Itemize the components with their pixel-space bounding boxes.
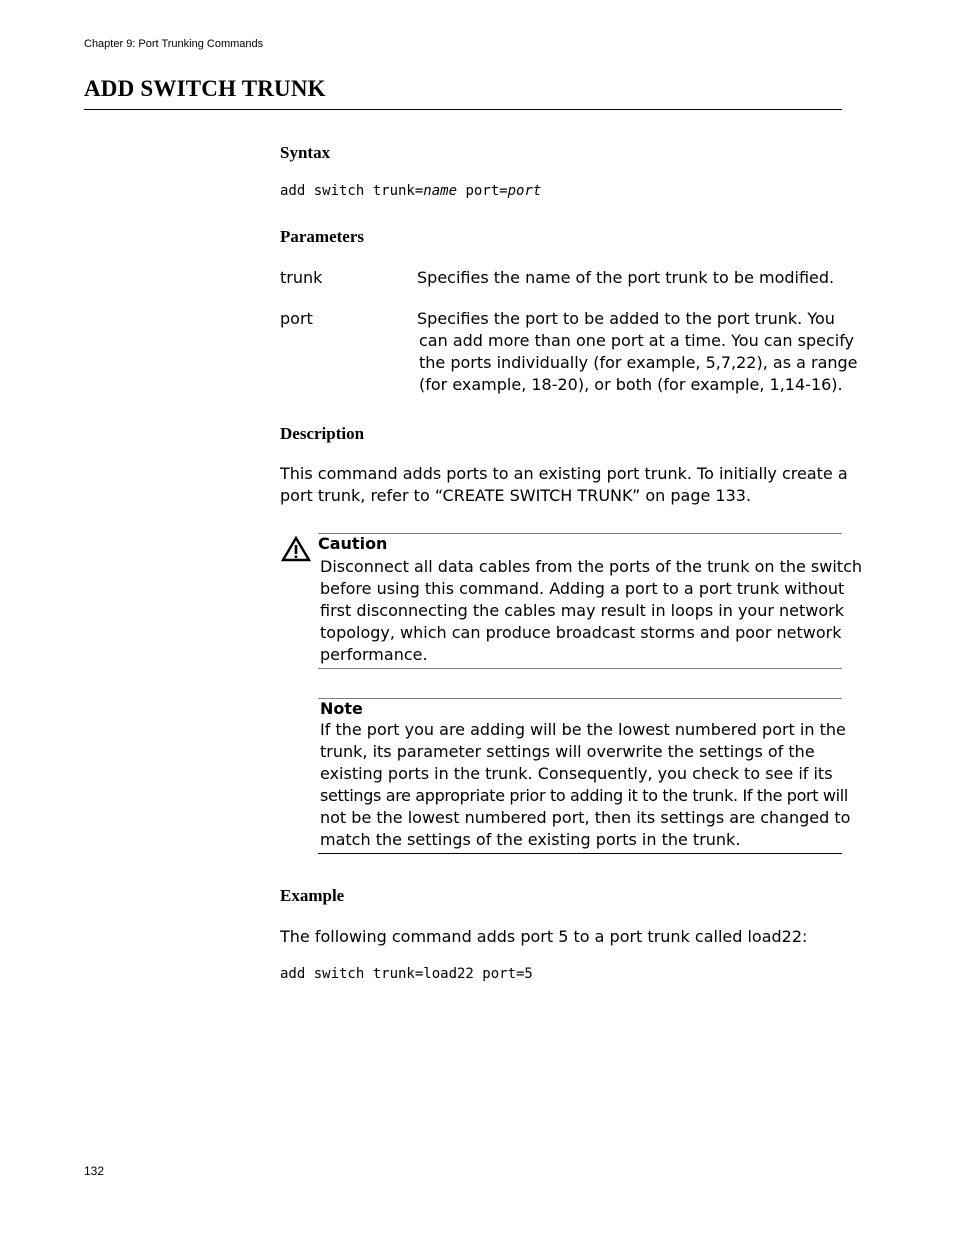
description-text: This command adds ports to an existing port trunk. To initially create a port trunk, refer to “CREATE SWITCH TRUNK” on page 133. — [280, 464, 848, 505]
description-heading: Description — [280, 424, 365, 443]
note-top-rule — [318, 698, 842, 699]
syntax-command: add switch trunk=name port=port — [280, 183, 542, 199]
caution-title: Caution — [318, 534, 388, 553]
page-title: ADD SWITCH TRUNK — [84, 76, 326, 101]
syntax-heading: Syntax — [280, 143, 331, 162]
syntax-name-param: name — [423, 183, 458, 199]
example-command: add switch trunk=load22 port=5 — [280, 966, 533, 982]
note-bottom-rule — [318, 853, 842, 854]
parameters-heading: Parameters — [280, 227, 365, 246]
example-text: The following command adds port 5 to a port trunk called load22: — [280, 927, 808, 946]
page-number: 132 — [84, 1164, 105, 1178]
example-heading: Example — [280, 886, 345, 905]
caution-text: Disconnect all data cables from the ports of the trunk on the switch before using this command. Adding a port to a port trunk without first disconnecting the cables may result in loops in your network topology, which can produce broadcast storms and poor network performance. — [320, 557, 862, 664]
param-name-port: port — [280, 309, 313, 328]
caution-top-rule — [318, 533, 842, 534]
title-divider — [84, 109, 842, 110]
param-name-trunk: trunk — [280, 268, 323, 287]
warning-triangle-icon — [281, 536, 311, 562]
note-text: If the port you are adding will be the lowest numbered port in the trunk, its parameter settings will overwrite the settings of the existing ports in the trunk. Consequently, you check to see if its settings are appropriate prior to adding it to the trunk. If the port will not be the lowest numbered port, then its settings are changed to match the settings of the existing ports in the trunk. — [320, 720, 851, 849]
param-desc-trunk: Specifies the name of the port trunk to be modified. — [417, 268, 835, 287]
syntax-port-param: port — [507, 183, 542, 199]
note-title: Note — [320, 699, 363, 718]
chapter-header: Chapter 9: Port Trunking Commands — [84, 38, 264, 50]
param-desc-port: Specifies the port to be added to the port trunk. You can add more than one port at a time. You can specify the ports individually (for example, 5,7,22), as a range (for example, 18-20), or both (for example, 1,14-16). — [417, 309, 858, 394]
caution-bottom-rule — [318, 668, 842, 669]
